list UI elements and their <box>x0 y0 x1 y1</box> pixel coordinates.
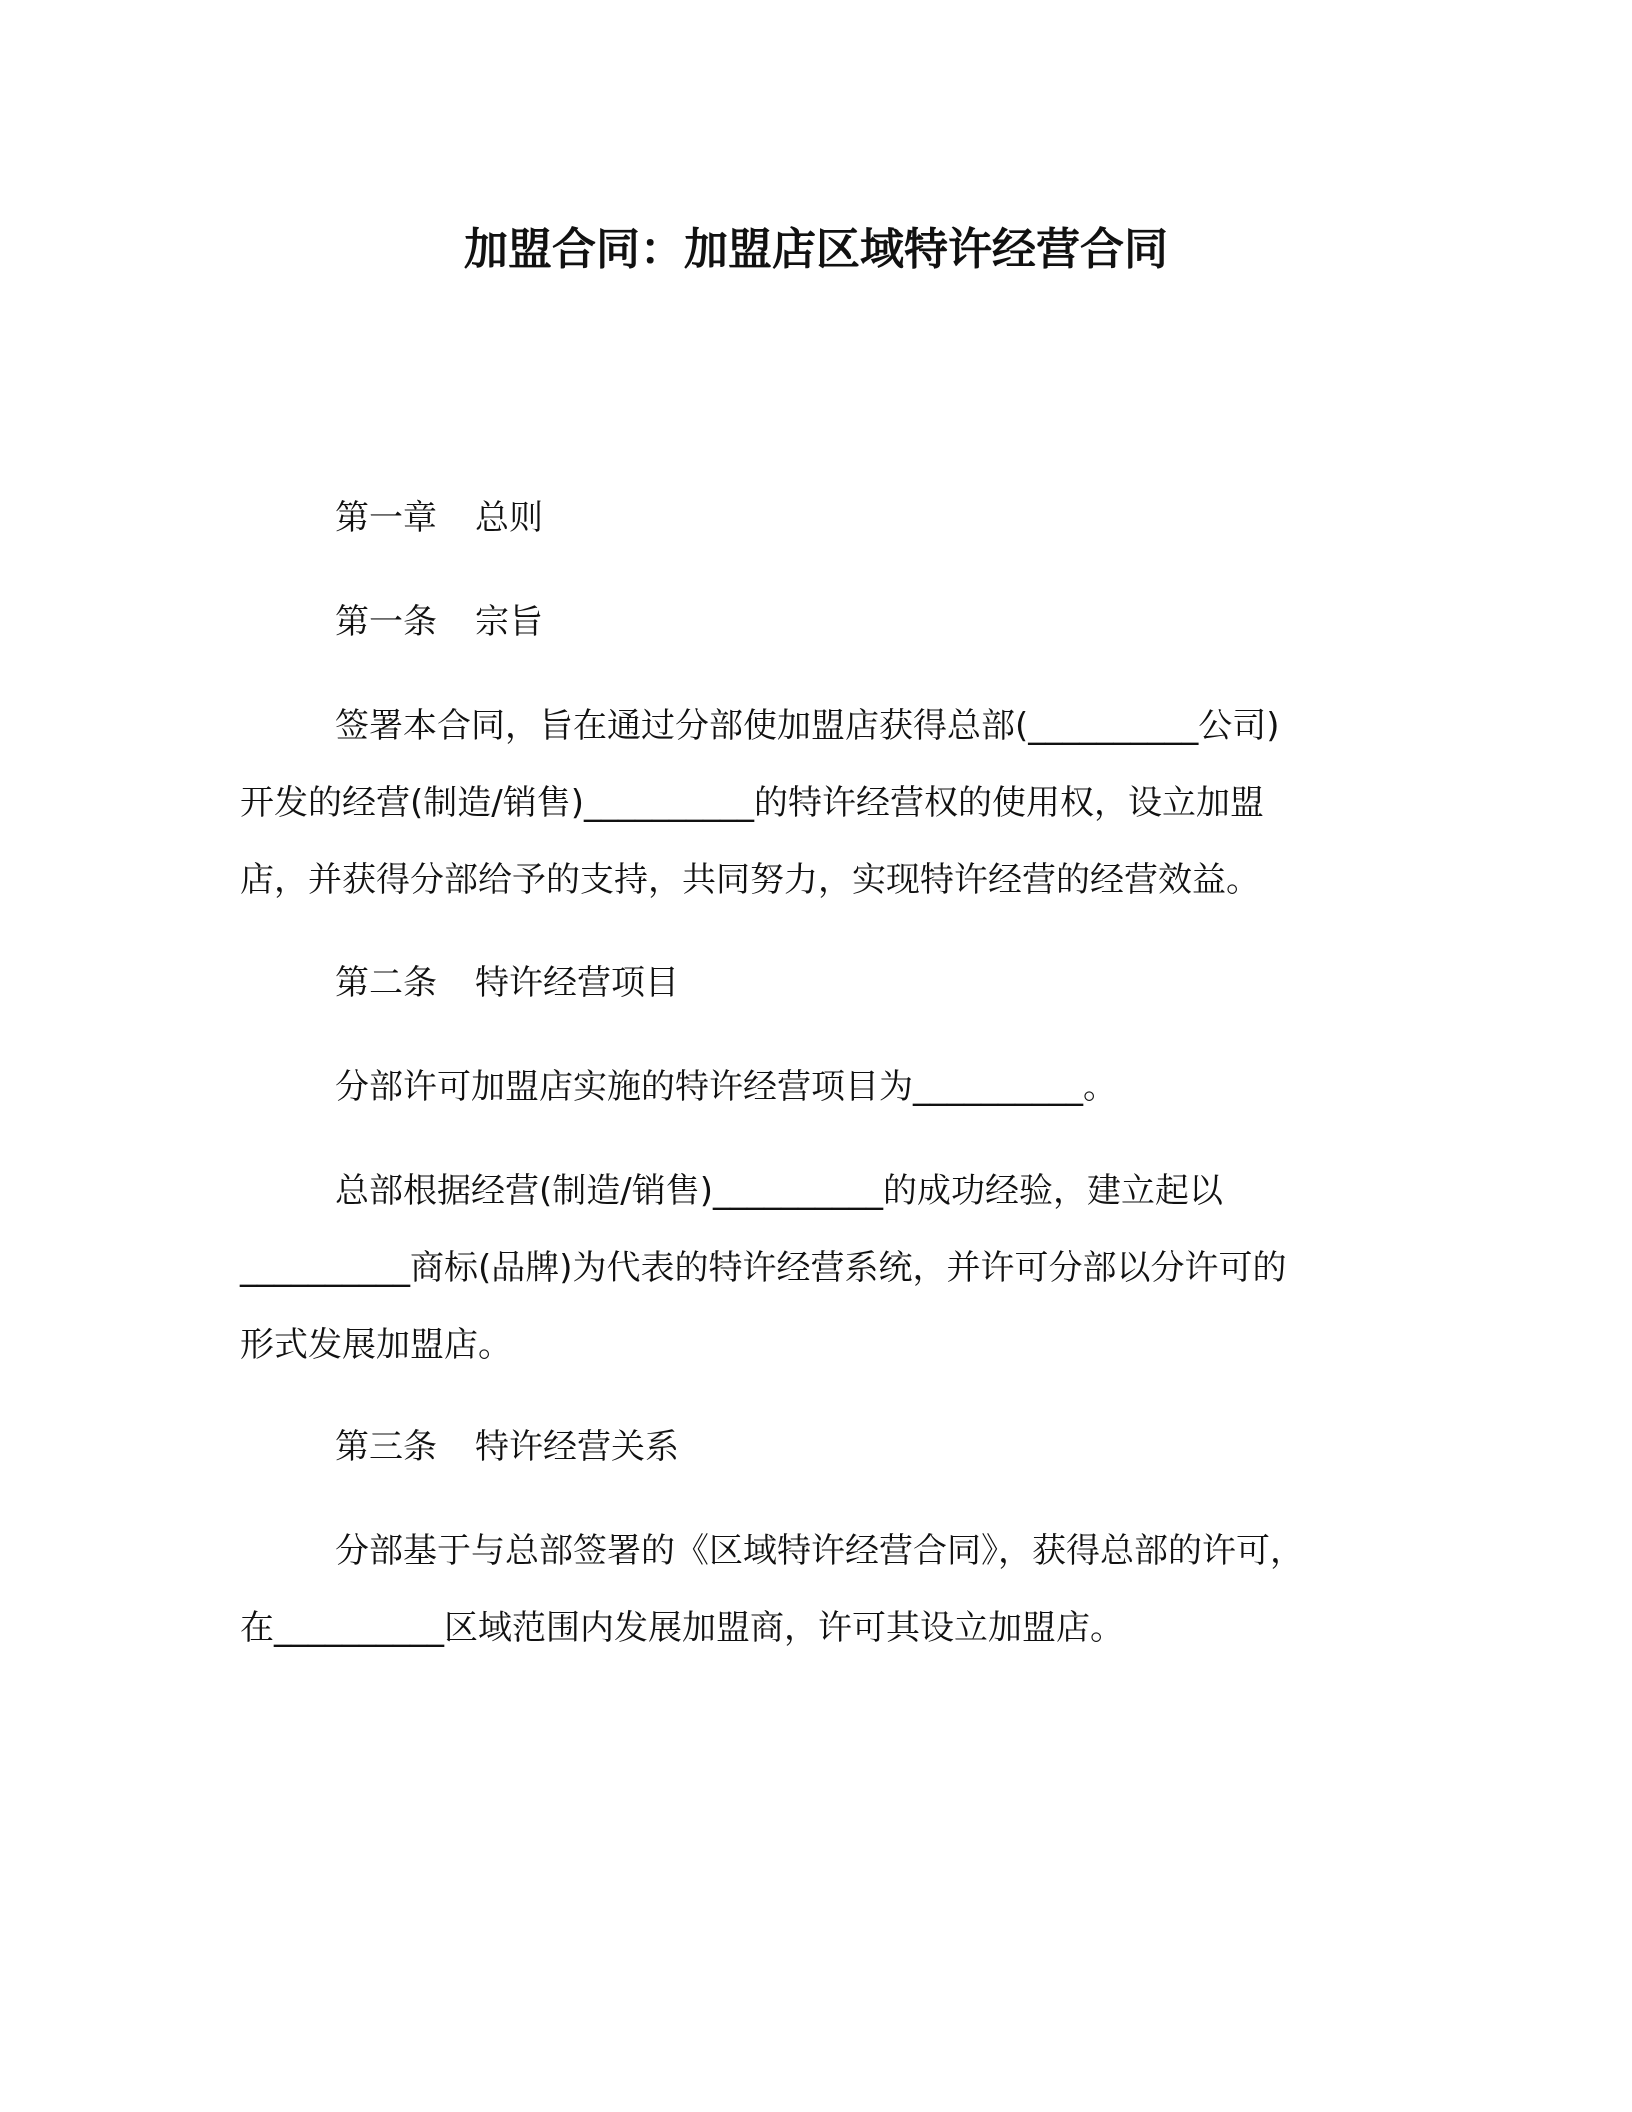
article-name: 宗旨 <box>475 602 543 642</box>
paragraph-line: 在__________区域范围内发展加盟商，许可其设立加盟店。 <box>240 1608 1124 1648</box>
paragraph-line: 开发的经营(制造/销售)__________的特许经营权的使用权，设立加盟 <box>240 783 1264 823</box>
paragraph-line: 分部许可加盟店实施的特许经营项目为__________。 <box>335 1067 1117 1107</box>
paragraph-line: 总部根据经营(制造/销售)__________的成功经验，建立起以 <box>335 1171 1223 1211</box>
article-3-paragraph <box>240 1513 1400 1667</box>
article-name: 特许经营项目 <box>475 963 679 1003</box>
document-title: 加盟合同：加盟店区域特许经营合同 <box>464 224 1168 275</box>
article-number: 第二条 <box>335 963 437 1003</box>
chapter-name: 总则 <box>475 498 543 538</box>
paragraph-line: __________商标(品牌)为代表的特许经营系统，并许可分部以分许可的 <box>240 1248 1287 1288</box>
article-heading <box>335 1422 679 1472</box>
article-2-paragraph-2 <box>240 1153 1400 1384</box>
paragraph-line: 形式发展加盟店。 <box>240 1325 512 1365</box>
chapter-number: 第一章 <box>335 498 437 538</box>
article-number: 第三条 <box>335 1427 437 1467</box>
article-name: 特许经营关系 <box>475 1427 679 1467</box>
article-number: 第一条 <box>335 602 437 642</box>
paragraph-line: 分部基于与总部签署的《区域特许经营合同》，获得总部的许可， <box>335 1531 1304 1571</box>
paragraph-line: 店，并获得分部给予的支持，共同努力，实现特许经营的经营效益。 <box>240 860 1260 900</box>
article-2-paragraph-1 <box>240 1049 1400 1126</box>
paragraph-line: 签署本合同，旨在通过分部使加盟店获得总部(__________公司) <box>335 706 1280 746</box>
chapter-heading <box>335 493 543 543</box>
article-heading <box>335 597 543 647</box>
article-heading <box>335 958 679 1008</box>
article-1-paragraph <box>240 688 1400 919</box>
